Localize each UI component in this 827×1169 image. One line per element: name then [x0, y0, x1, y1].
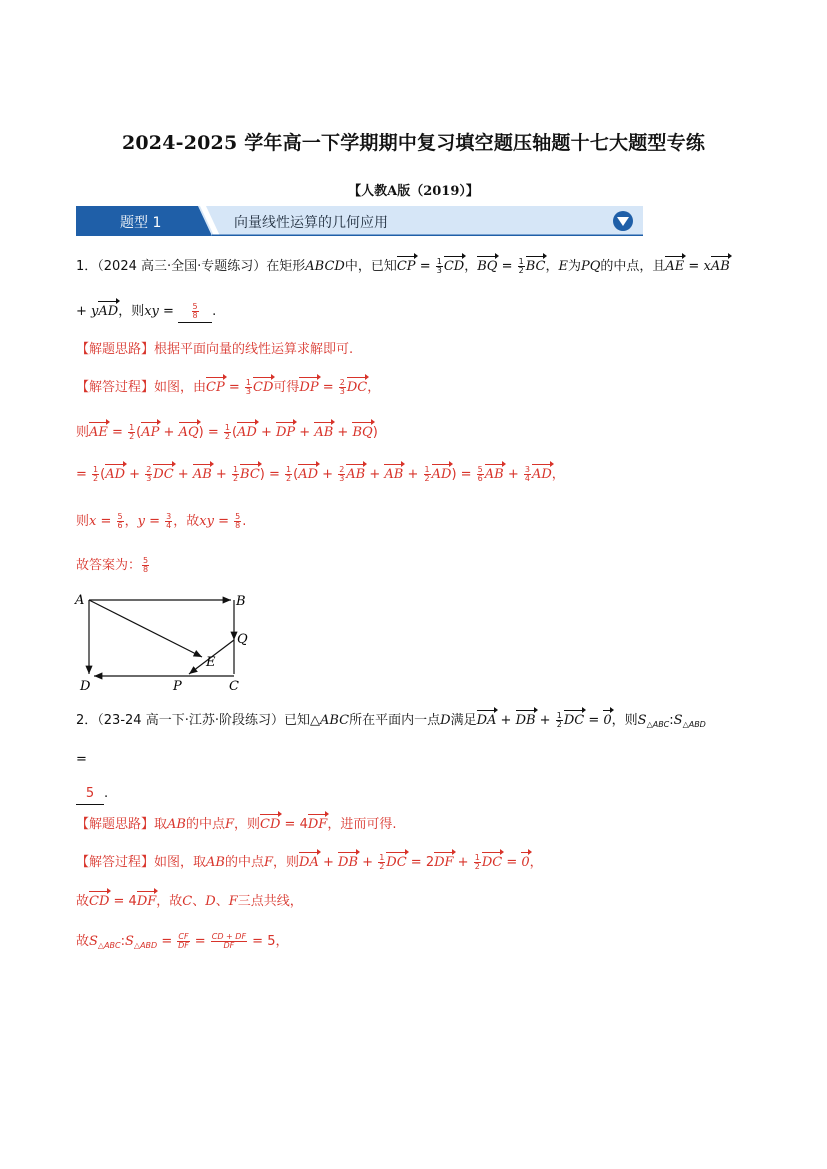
section-tag: 题型 1 [120, 215, 162, 231]
problem2-process-line1: 【解答过程】如图，取AB的中点F，则DA + DB + $\frac{1}{2}$ DC = 2DF + $\frac{1}{2}$ DC = 0， [76, 853, 543, 871]
problem1-process-line1: 【解答过程】如图，由CP = $\frac{1}{3}$ CD可得DP = $\frac{2}{3}$ DC， [76, 378, 381, 396]
label-C: C [229, 679, 239, 694]
label-P: P [173, 679, 182, 694]
problem2-statement-line1: 2．（23-24 高一下·江苏·阶段练习）已知△ABC所在平面内一点D满足DA + DB + $\frac{1}{2}$ DC = 0，则$S_{\triangle ABC}:S_{\triangle ABD}$ [76, 711, 706, 729]
problem1-analysis-text: 根据平面向量的线性运算求解即可. [154, 342, 354, 357]
problem1-process-line4: 则x = $\frac{5}{6}$ ，y = $\frac{3}{4}$ ，故xy = $\frac{5}{8}$ . [76, 512, 247, 530]
problem1-analysis-label: 【解题思路】 [76, 342, 155, 357]
problem1-final-answer: 故答案为： $\frac{5}{8}$ [76, 556, 149, 574]
problem2-process-line2: 故CD = 4DF，故C、D、F三点共线， [76, 892, 303, 912]
problem2-answer-blank: 5 [85, 786, 95, 801]
problem2-analysis: 【解题思路】取AB的中点F，则CD = 4DF，进而可得. [76, 815, 396, 835]
label-E: E [206, 655, 216, 670]
problem1-number: 1． [76, 259, 98, 274]
label-D: D [80, 679, 91, 694]
problem1-statement-line1: 1．（2024 高三·全国·专题练习）在矩形ABCD中，已知CP = $\frac{1}{3}$ CD，BQ = $\frac{1}{2}$ BC，E为PQ的中点，且AE = xAB [76, 257, 730, 275]
problem2-statement-line2: = [76, 752, 87, 767]
problem1-process-line3: = $\frac{1}{2}$ (AD + $\frac{2}{3}$ DC + AB + $\frac{1}{2}$ BC) = $\frac{1}{2}$ (AD + $\frac{2}{3}$ AB + AB + $\frac{1}{2}$ AD) = $\frac{5}{6}$ AB + $\frac{3}{4}$ AD， [76, 465, 565, 483]
section-banner [76, 206, 643, 236]
problem1-final-prefix: 故答案为： [76, 558, 142, 573]
label-B: B [236, 594, 246, 609]
rectangle-figure [72, 588, 262, 696]
page-title: 2024-2025 学年高一下学期期中复习填空题压轴题十七大题型专练 [121, 132, 706, 154]
problem1-source: （2024 高三·全国·专题练习） [97, 259, 267, 274]
problem2-process-line3: 故$S_{\triangle ABC}:S_{\triangle ABD}$ = $\frac{CF}{DF}$ = $\frac{CD + DF}{DF}$ = 5， [76, 932, 289, 950]
edition-subtitle: 【人教A版（2019）】 [348, 184, 479, 199]
problem2-statement-line3: 5 . [76, 784, 108, 805]
label-A: A [75, 593, 85, 608]
problem2-process-label: 【解答过程】 [76, 855, 155, 870]
problem1-process-label: 【解答过程】 [76, 380, 155, 395]
problem1-statement-line2: + yAD，则xy = $\frac{5}{8}$ . [76, 302, 216, 323]
problem1-process-line2: 则AE = $\frac{1}{2}$ (AP + AQ) = $\frac{1}{2}$ (AD + DP + AB + BQ) [76, 423, 378, 441]
problem2-number: 2． [76, 713, 98, 728]
problem2-source: （23-24 高一下·江苏·阶段练习） [97, 713, 284, 728]
problem2-analysis-label: 【解题思路】 [76, 817, 155, 832]
problem1-analysis [76, 340, 353, 360]
label-Q: Q [237, 632, 248, 647]
section-heading: 向量线性运算的几何应用 [234, 215, 388, 231]
vector-AE [89, 600, 202, 657]
